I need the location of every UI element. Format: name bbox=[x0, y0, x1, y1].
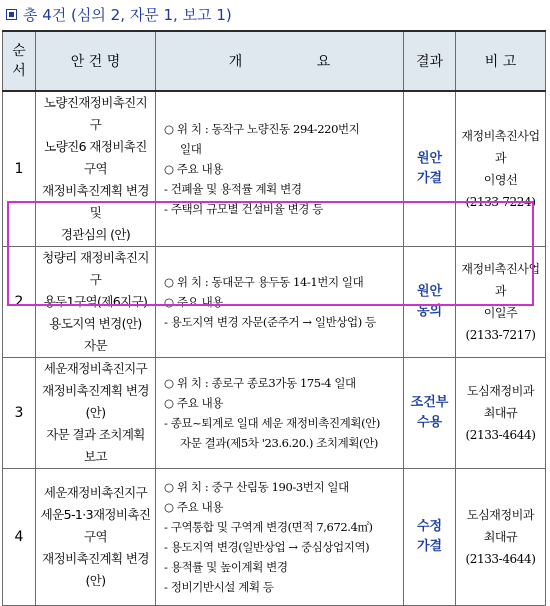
row-note bbox=[456, 247, 546, 358]
note-line: 재정비촉진사업과 bbox=[461, 129, 540, 165]
name-line: 재정비촉진계획 변경 (안) bbox=[42, 551, 149, 588]
header-no-label: 순서 bbox=[12, 43, 26, 79]
row-result bbox=[404, 247, 456, 358]
note-line: 이일주 bbox=[483, 306, 518, 320]
note-line: 재정비촉진사업과 bbox=[461, 262, 540, 298]
row-summary bbox=[156, 247, 404, 358]
summary-line: - 용도지역 변경(일반상업 → 중심상업지역) bbox=[164, 540, 370, 554]
row-no: 3 bbox=[3, 358, 36, 469]
result-line: 수정 bbox=[416, 519, 443, 534]
note-line: 이영선 bbox=[483, 173, 518, 187]
summary-line: - 주택의 규모별 건설비율 변경 등 bbox=[164, 202, 323, 216]
row-summary bbox=[156, 91, 404, 247]
row-note bbox=[456, 469, 546, 606]
name-line: 세운재정비촉진지구 bbox=[43, 485, 148, 500]
row-note bbox=[456, 358, 546, 469]
row-no: 2 bbox=[3, 247, 36, 358]
note-line: 최대규 bbox=[483, 406, 518, 420]
result-line: 가결 bbox=[416, 171, 443, 186]
name-line: 재정비촉진계획 변경 및 bbox=[42, 183, 149, 220]
row-result bbox=[404, 358, 456, 469]
name-line: 자문 bbox=[84, 338, 107, 353]
table-row bbox=[3, 358, 546, 469]
name-line: 경관심의 (안) bbox=[60, 227, 131, 242]
agenda-table bbox=[2, 30, 546, 606]
row-name bbox=[36, 358, 156, 469]
row-name bbox=[36, 247, 156, 358]
header-note: 비 고 bbox=[456, 31, 546, 91]
name-line: 용도지역 변경(안) bbox=[49, 316, 142, 331]
summary-line: ○ 위 치 : 중구 산림동 190-3번지 일대 bbox=[164, 480, 349, 494]
note-line: (2133-4644) bbox=[465, 552, 536, 566]
summary-line: - 종묘~퇴계로 일대 세운 재정비촉진계획(안) bbox=[164, 416, 380, 430]
row-name bbox=[36, 91, 156, 247]
name-line: 청량리 재정비촉진지구 bbox=[42, 250, 149, 287]
result-line: 원안 bbox=[416, 151, 443, 166]
table-row bbox=[3, 91, 546, 247]
agenda-title bbox=[2, 2, 542, 26]
table-row bbox=[3, 247, 546, 358]
summary-line: 자문 결과(제5차 '23.6.20.) 조치계획(안) bbox=[180, 436, 378, 450]
summary-line: ○ 주요 내용 bbox=[164, 162, 223, 176]
square-bullet-icon bbox=[6, 9, 17, 20]
name-line: 노량진재정비촉진지구 bbox=[43, 95, 148, 132]
note-line: 도심재정비과 bbox=[466, 508, 535, 522]
name-line: 세운재정비촉진지구 bbox=[43, 361, 148, 376]
summary-line: ○ 위 치 : 동대문구 용두동 14-1번지 일대 bbox=[164, 275, 364, 289]
note-line: (2133-4644) bbox=[465, 428, 536, 442]
result-line: 수용 bbox=[416, 415, 443, 430]
summary-line: ○ 위 치 : 동작구 노량진동 294-220번지 bbox=[164, 122, 360, 136]
name-line: 용두1구역(제6지구) bbox=[43, 294, 148, 309]
row-name bbox=[36, 469, 156, 606]
header-result: 결과 bbox=[404, 31, 456, 91]
table-row bbox=[3, 469, 546, 606]
summary-line: ○ 주요 내용 bbox=[164, 500, 223, 514]
result-line: 동의 bbox=[416, 304, 443, 319]
summary-line: 일대 bbox=[180, 142, 202, 156]
result-line: 원안 bbox=[416, 284, 443, 299]
table-header-row bbox=[3, 31, 546, 91]
row-result bbox=[404, 469, 456, 606]
row-note bbox=[456, 91, 546, 247]
name-line: 노량진6 재정비촉진구역 bbox=[44, 139, 147, 176]
summary-line: ○ 주요 내용 bbox=[164, 396, 223, 410]
summary-line: - 건폐율 및 용적률 계획 변경 bbox=[164, 182, 302, 196]
summary-line: - 용적률 및 높이계획 변경 bbox=[164, 560, 288, 574]
agenda-title-text: 총 4건 (심의 2, 자문 1, 보고 1) bbox=[23, 5, 232, 24]
summary-line: - 정비기반시설 계획 등 bbox=[164, 580, 274, 594]
header-summary: 개 요 bbox=[156, 31, 404, 91]
row-summary bbox=[156, 358, 404, 469]
note-line: 도심재정비과 bbox=[466, 384, 535, 398]
summary-line: ○ 주요 내용 bbox=[164, 295, 223, 309]
name-line: 자문 결과 조치계획 bbox=[46, 427, 145, 442]
result-line: 조건부 bbox=[410, 395, 449, 410]
summary-line: ○ 위 치 : 종로구 종로3가동 175-4 일대 bbox=[164, 376, 356, 390]
row-summary bbox=[156, 469, 404, 606]
result-line: 가결 bbox=[416, 539, 443, 554]
header-no bbox=[3, 31, 36, 91]
note-line: (2133-7224) bbox=[465, 195, 536, 209]
name-line: 보고 bbox=[84, 449, 107, 464]
row-no: 1 bbox=[3, 91, 36, 247]
header-name: 안 건 명 bbox=[36, 31, 156, 91]
summary-line: - 구역통합 및 구역계 변경(면적 7,672.4㎡) bbox=[164, 520, 373, 534]
note-line: 최대규 bbox=[483, 530, 518, 544]
name-line: 세운5-1·3재정비촉진구역 bbox=[40, 507, 151, 544]
note-line: (2133-7217) bbox=[465, 328, 536, 342]
name-line: 재정비촉진계획 변경(안) bbox=[42, 383, 149, 420]
row-result bbox=[404, 91, 456, 247]
summary-line: - 용도지역 변경 자문(준주거 → 일반상업) 등 bbox=[164, 315, 376, 329]
row-no: 4 bbox=[3, 469, 36, 606]
